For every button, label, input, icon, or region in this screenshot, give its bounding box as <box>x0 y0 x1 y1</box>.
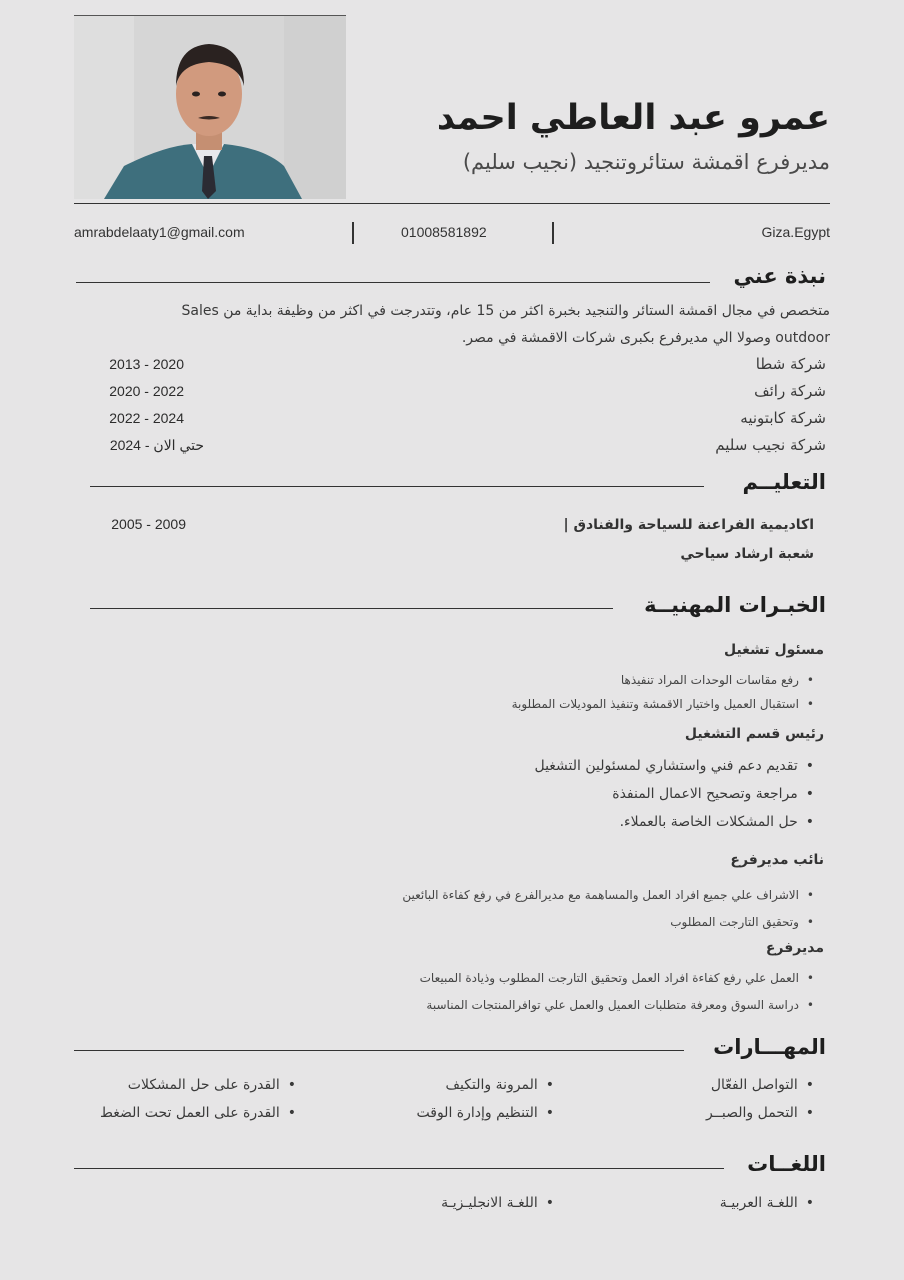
role-bullet: • دراسة السوق ومعرفة متطلبات العميل والعمل علي توافرالمنتجات المناسبة <box>426 998 814 1012</box>
education-institution: اكاديمية الفراعنة للسياحة والفنادق | <box>563 517 814 533</box>
education-branch: شعبة ارشاد سياحي <box>680 546 814 562</box>
education-period: 2005 - 2009 <box>111 516 186 532</box>
skill-item: • القدرة على حل المشكلات <box>128 1077 296 1093</box>
person-portrait-icon <box>74 16 346 199</box>
contact-email: amrabdelaaty1@gmail.com <box>74 224 245 240</box>
person-title: مديرفرع اقمشة ستائروتنجيد (نجيب سليم) <box>462 150 830 174</box>
role-bullet: • الاشراف علي جميع افراد العمل والمساهمة مع مديرالفرع في رفع كفاءة البائعين <box>402 888 814 902</box>
role-bullet: • حل المشكلات الخاصة بالعملاء. <box>620 814 814 830</box>
language-item: • اللغـة الانجليـزيـة <box>441 1195 554 1211</box>
header-divider <box>74 203 830 204</box>
skill-item: • التنظيم وإدارة الوقت <box>417 1105 555 1121</box>
role-bullet: • مراجعة وتصحيح الاعمال المنفذة <box>612 786 814 802</box>
skill-item: • القدرة على العمل تحت الضغط <box>100 1105 296 1121</box>
role-bullet: • العمل علي رفع كفاءة افراد العمل وتحقيق التارجت المطلوب وذيادة المبيعات <box>420 971 814 985</box>
job-company: شركة شطا <box>755 355 826 373</box>
about-text-line-1: متخصص في مجال اقمشة الستائر والتنجيد بخبرة اكثر من 15 عام، وتتدرجت في اكثر من وظيفة بداية من Sales <box>181 303 830 319</box>
job-period: 2013 - 2020 <box>109 356 184 372</box>
profile-photo <box>74 15 346 199</box>
job-period: 2024 - حتي الان <box>109 437 204 453</box>
experience-divider <box>90 608 613 609</box>
contact-location: Giza.Egypt <box>761 224 830 240</box>
role-bullet-continuation: • وتحقيق التارجت المطلوب <box>670 915 814 929</box>
about-text-line-2: outdoor وصولا الي مديرفرع بكبرى شركات الاقمشة في مصر. <box>461 330 830 346</box>
contact-separator <box>352 222 354 244</box>
skill-item: • التحمل والصبــر <box>706 1105 814 1121</box>
experience-heading: الخبـرات المهنيــة <box>644 593 826 617</box>
about-heading: نبذة عني <box>733 264 826 288</box>
role-title: رئيس قسم التشغيل <box>684 726 824 742</box>
skills-divider <box>74 1050 684 1051</box>
role-bullet: • تقديم دعم فني واستشاري لمسئولين التشغيل <box>534 758 814 774</box>
contact-separator <box>552 222 554 244</box>
education-divider <box>90 486 704 487</box>
role-bullet: • رفع مقاسات الوحدات المراد تنفيذها <box>621 673 814 687</box>
skill-item: • التواصل الفعّال <box>711 1077 814 1093</box>
role-title: مديرفرع <box>765 940 824 956</box>
job-company: شركة رائف <box>754 382 826 400</box>
person-name: عمرو عبد العاطي احمد <box>436 98 830 138</box>
language-item: • اللغـة العربيـة <box>720 1195 814 1211</box>
skills-heading: المهـــارات <box>713 1035 826 1059</box>
job-company: شركة نجيب سليم <box>715 436 826 454</box>
skill-item: • المرونة والتكيف <box>446 1077 554 1093</box>
role-bullet: • استقبال العميل واختيار الاقمشة وتنفيذ الموديلات المطلوبة <box>512 697 814 711</box>
education-heading: التعليــم <box>742 470 826 494</box>
job-period: 2020 - 2022 <box>109 383 184 399</box>
about-divider <box>76 282 710 283</box>
languages-divider <box>74 1168 724 1169</box>
job-company: شركة كابتونيه <box>740 409 826 427</box>
role-title: نائب مديرفرع <box>730 852 824 868</box>
languages-heading: اللغــات <box>747 1152 826 1176</box>
role-title: مسئول تشغيل <box>723 642 824 658</box>
contact-phone: 01008581892 <box>401 224 487 240</box>
job-period: 2022 - 2024 <box>109 410 184 426</box>
